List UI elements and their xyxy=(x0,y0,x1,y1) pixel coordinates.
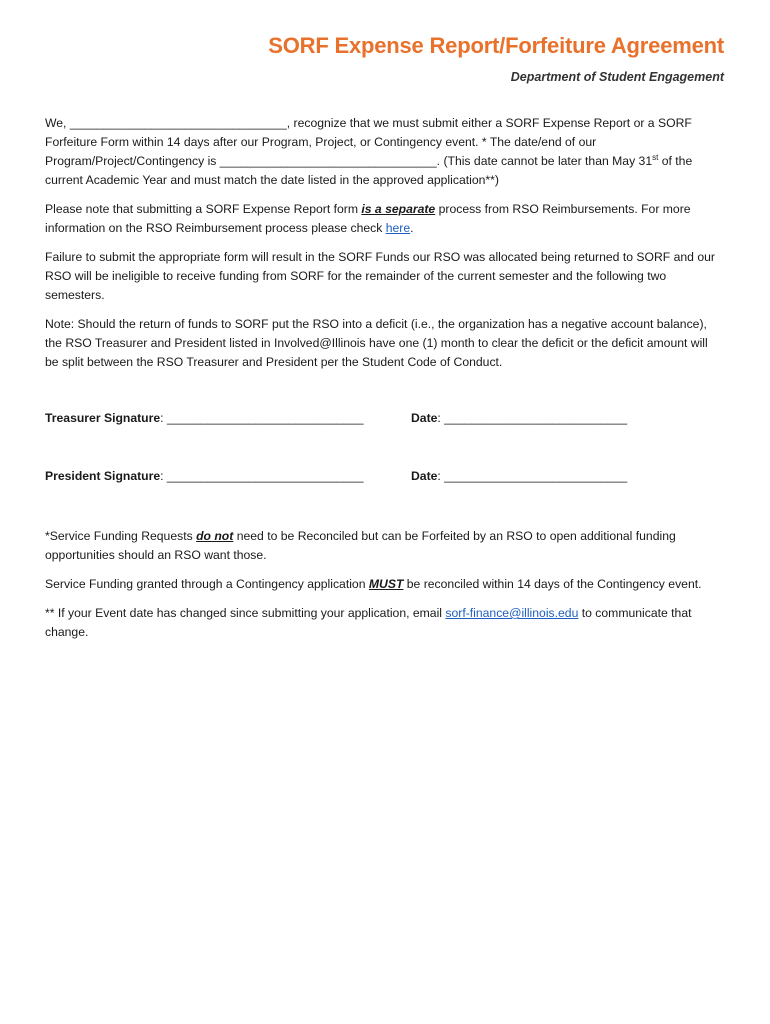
footnote-date-change xyxy=(45,604,724,642)
text: . (This date cannot be later than May 31 xyxy=(436,154,653,168)
text: process from RSO Reimbursements. For more information on the RSO Reimbursement process please check xyxy=(45,202,691,235)
superscript: st xyxy=(652,152,659,162)
paragraph-failure: Failure to submit the appropriate form will result in the SORF Funds our RSO was allocated being returned to SORF and our RSO will be ineligible to receive funding from SORF for the remainder of the current semester and the following two semesters. xyxy=(45,250,715,302)
text: ** If your Event date has changed since submitting your application, email xyxy=(45,606,446,620)
paragraph-note-separate xyxy=(45,200,724,238)
paragraph-deficit-note: Note: Should the return of funds to SORF put the RSO into a deficit (i.e., the organization has a negative account balance), the RSO Treasurer and President listed in Involved@Illinois have one (1) month to clear the deficit or the deficit amount will be split between the RSO Treasurer and President per the Student Code of Conduct. xyxy=(45,317,708,369)
text: : xyxy=(160,469,167,483)
rso-name-blank[interactable]: ________________________________ xyxy=(69,116,287,130)
event-date-blank[interactable]: ________________________________ xyxy=(219,154,437,168)
text: : xyxy=(437,469,445,483)
text: Please note that submitting a SORF Expense Report form xyxy=(45,202,362,216)
text: : xyxy=(160,411,167,425)
treasurer-date-label: Date xyxy=(411,411,438,425)
footnote-contingency xyxy=(45,575,724,594)
president-date-label: Date xyxy=(411,469,438,483)
reimbursement-link[interactable]: here xyxy=(385,221,411,235)
emphasis-text: do not xyxy=(196,529,234,543)
text: , recognize that we must submit either a SORF Expense Report or a SORF Forfeiture Form within 14 days after our Program, Project, or Contingency event. * The date/end of our Program/Project/Contingency is xyxy=(45,116,692,168)
treasurer-signature-label: Treasurer Signature xyxy=(45,411,161,425)
text: to communicate that change. xyxy=(45,606,692,639)
text: *Service Funding Requests xyxy=(45,529,197,543)
text: We, xyxy=(45,116,70,130)
president-signature-field[interactable]: _____________________________ xyxy=(166,469,364,483)
footnote-service-funding xyxy=(45,527,724,565)
treasurer-date-field[interactable]: ___________________________ xyxy=(444,411,628,425)
president-date-field[interactable]: ___________________________ xyxy=(444,469,628,483)
department-subtitle: Department of Student Engagement xyxy=(510,70,724,84)
president-signature-row xyxy=(45,469,724,483)
agreement-body xyxy=(45,114,724,382)
footnotes xyxy=(45,527,724,652)
finance-email-link[interactable]: sorf-finance@illinois.edu xyxy=(445,606,579,620)
text: . xyxy=(410,221,414,235)
text: need to be Reconciled but can be Forfeited by an RSO to open additional funding opportunities should an RSO want those. xyxy=(45,529,676,562)
emphasis-text: is a separate xyxy=(361,202,436,216)
text: be reconciled within 14 days of the Contingency event. xyxy=(403,577,702,591)
text: : xyxy=(437,411,445,425)
text: of the current Academic Year and must match the date listed in the approved application**) xyxy=(45,154,693,187)
document-title: SORF Expense Report/Forfeiture Agreement xyxy=(268,33,724,58)
treasurer-signature-row xyxy=(45,411,724,425)
president-signature-label: President Signature xyxy=(45,469,161,483)
treasurer-signature-field[interactable]: _____________________________ xyxy=(166,411,364,425)
text: Service Funding granted through a Contingency application xyxy=(45,577,369,591)
emphasis-text: MUST xyxy=(368,577,404,591)
paragraph-agreement xyxy=(45,114,724,190)
